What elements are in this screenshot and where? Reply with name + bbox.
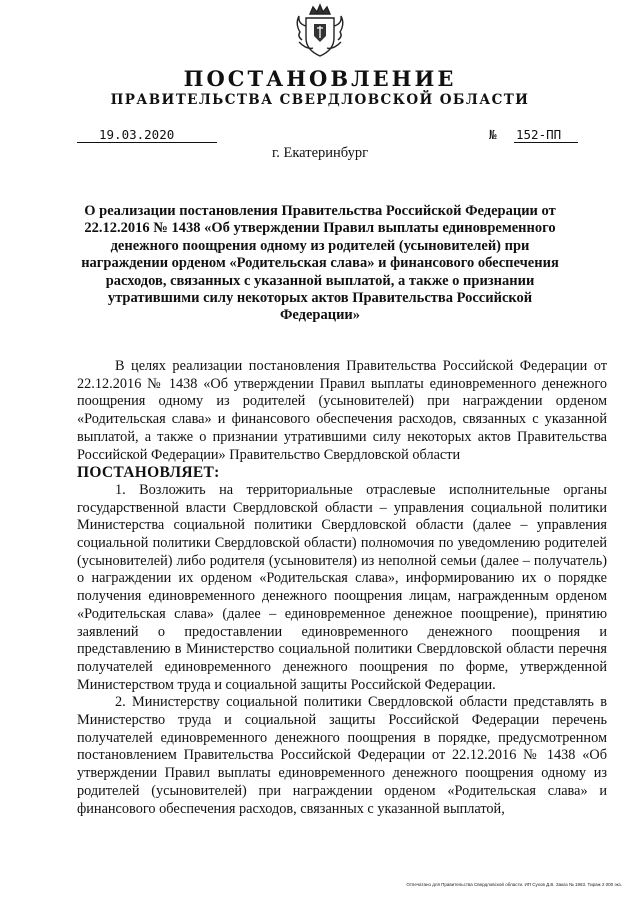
- document-heading: О реализации постановления Правительства Российской Федерации от 22.12.2016 № 1438 «Об утверждении Правил выплаты единовременного денежного поощрения одному из родителей (усыновителей) при награждении орденом «Родительская слава» и финансового обеспечения расходов, связанных с указанной выплатой, а также о признании утратившими силу некоторых актов Правительства Российской Федерации»: [81, 203, 559, 324]
- number-sign: №: [489, 127, 497, 142]
- paragraph-item-2: 2. Министерству социальной политики Свердловской области представлять в Министерство труда и социальной защиты Российской Федерации перечень получателей единовременного денежного поощрения в порядке, предусмотренном постановлением Правительства Российской Федерации от 22.12.2016 № 1438 «Об утверждении Правил выплаты единовременного денежного поощрения одному из родителей (усыновителей) при награждении орденом «Родительская слава» и финансового обеспечения расходов, связанных с указанной выплатой,: [77, 694, 607, 817]
- document-date: 19.03.2020: [77, 128, 217, 143]
- coat-of-arms-emblem: [293, 2, 347, 60]
- document-body: [77, 358, 607, 818]
- document-subtitle: ПРАВИТЕЛЬСТВА СВЕРДЛОВСКОЙ ОБЛАСТИ: [110, 92, 530, 108]
- paragraph-item-1: 1. Возложить на территориальные отраслевые исполнительные органы государственной власти Свердловской области – управления социальной политики Министерства социальной политики Свердловской области (далее – управления социальной политики Свердловской области) полномочия по уведомлению родителей (усыновителей) либо родителя (усыновителя) из неполной семьи (далее – получатель) о награждении их орденом «Родительская слава», информированию их о порядке получения единовременного денежного поощрения лицам, награжденным орденом «Родительская слава» (далее – единовременное денежное поощрение), принятию заявлений о предоставлении единовременного денежного поощрения и представлению в Министерство социальной политики Свердловской области перечня получателей единовременного денежного поощрения по форме, утвержденной Министерством труда и социальной защиты Российской Федерации.: [77, 481, 607, 693]
- document-title: ПОСТАНОВЛЕНИЕ: [183, 66, 457, 91]
- decree-word: ПОСТАНОВЛЯЕТ:: [77, 464, 220, 482]
- city-name: г. Екатеринбург: [271, 145, 369, 161]
- intro-paragraph: В целях реализации постановления Правительства Российской Федерации от 22.12.2016 № 1438 «Об утверждении Правил выплаты единовременного денежного поощрения одному из родителей (усыновителей) при награждении орденом «Родительская слава» и финансового обеспечения расходов, связанных с указанной выплатой, а также о признании утратившими силу некоторых актов Правительства Российской Федерации» Правительство Свердловской области: [77, 358, 607, 463]
- document-number: 152-ПП: [514, 128, 578, 143]
- print-footer: Отпечатано для Правительства Свердловской области. ИП Сухов Д.В. Заказ № 1963. Тираж 2 000 экз.: [406, 882, 622, 887]
